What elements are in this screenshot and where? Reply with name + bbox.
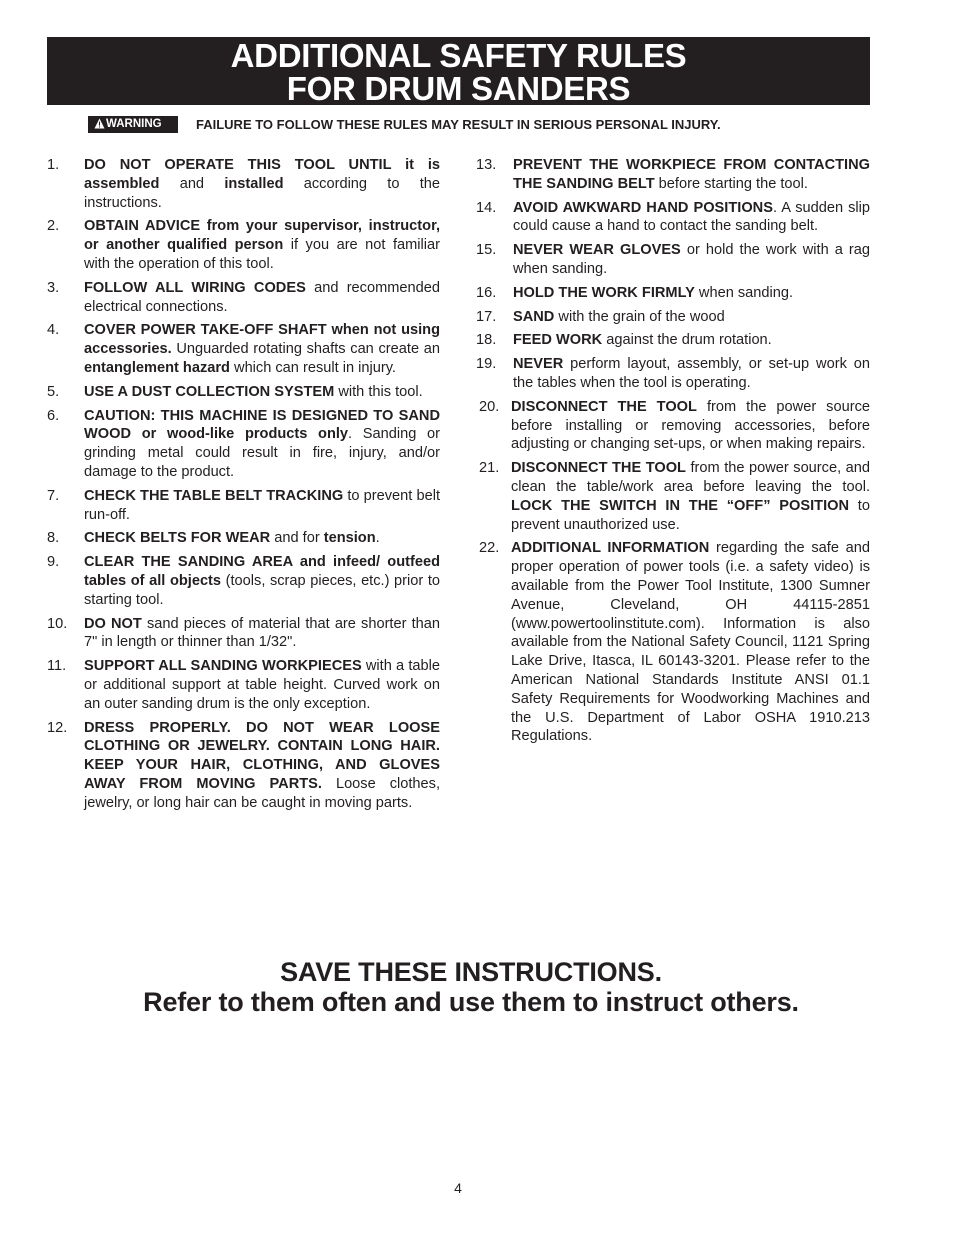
rule-number: 2. xyxy=(47,218,60,235)
rule-number: 16. xyxy=(476,284,497,301)
rule-item xyxy=(476,241,870,279)
title-line-1: ADDITIONAL SAFETY RULES xyxy=(230,37,687,74)
rule-item xyxy=(47,321,440,377)
warning-text: FAILURE TO FOLLOW THESE RULES MAY RESULT IN SERIOUS PERSONAL INJURY. xyxy=(196,117,721,132)
rule-emphasis: CHECK THE TABLE BELT TRACKING xyxy=(84,487,344,504)
rule-text: with the grain of the wood xyxy=(554,308,725,325)
rule-emphasis: LOCK THE SWITCH IN THE “OFF” POSITION xyxy=(511,497,850,514)
rule-number: 1. xyxy=(47,157,60,173)
left-rules-column xyxy=(47,156,440,818)
rule-item xyxy=(47,217,440,273)
rule-text: and xyxy=(159,175,225,192)
rule-text: regarding the safe and proper operation of power tools (i.e. a safety video) is available from the Power Tool Institute, 1300 Sumner Avenue, Cleveland, OH 44115-2851 (www.powertoolinstitute.com). Information is also available from the National Safety Council, 1121 Spring Lake Drive, Itasca, IL 60143-3201. Please refer to the American National Standards Institute ANSI 01.1 Safety Requirements for Woodworking Machines and the U.S. Department of Labor OSHA 1910.213 Regulations. xyxy=(511,540,870,745)
rule-text: when sanding. xyxy=(694,284,794,301)
rule-text: and recommended electrical connections. xyxy=(84,279,440,315)
rule-number: 21. xyxy=(479,460,500,477)
rule-emphasis: NEVER xyxy=(513,356,564,373)
rule-text: with this tool. xyxy=(334,383,423,400)
rule-text: Unguarded rotating shafts can create an xyxy=(171,341,440,358)
rule-item xyxy=(476,459,870,534)
rule-emphasis: CLEAR THE SANDING AREA and infeed/ outfeed tables of all objects xyxy=(84,554,440,589)
rule-text: (tools, scrap pieces, etc.) prior to starting tool. xyxy=(84,572,440,608)
rule-number: 3. xyxy=(47,279,60,296)
rule-text: before starting the tool. xyxy=(654,175,808,192)
rule-text: which can result in injury. xyxy=(229,359,396,376)
rule-number: 8. xyxy=(47,530,60,547)
rule-emphasis: installed xyxy=(224,175,284,192)
rule-emphasis: SAND xyxy=(513,308,555,325)
rule-item xyxy=(476,398,870,454)
rule-number: 22. xyxy=(479,540,500,557)
rule-text: according to the instructions. xyxy=(84,175,440,211)
rule-item xyxy=(476,331,870,350)
rule-item xyxy=(476,539,870,746)
rule-text: perform layout, assembly, or set-up work on the tables when the tool is operating. xyxy=(513,356,870,391)
rule-emphasis: DISCONNECT THE TOOL xyxy=(511,460,686,477)
rule-text: to prevent unauthorized use. xyxy=(511,497,870,533)
rule-emphasis: CHECK BELTS FOR WEAR xyxy=(84,530,271,547)
rule-number: 7. xyxy=(47,487,60,504)
rule-text: from the power source, and clean the table/work area before leaving the tool. xyxy=(511,460,870,495)
rule-emphasis: COVER POWER TAKE-OFF SHAFT when not using accessories. xyxy=(84,322,440,358)
rule-emphasis: USE A DUST COLLECTION SYSTEM xyxy=(84,383,335,400)
page-number: 4 xyxy=(454,1180,462,1196)
rule-number: 13. xyxy=(476,157,497,173)
rule-number: 14. xyxy=(476,199,497,216)
rule-emphasis: HOLD THE WORK FIRMLY xyxy=(513,284,695,301)
rule-number: 15. xyxy=(476,242,497,259)
warning-badge-label: WARNING xyxy=(106,118,162,130)
rule-text: with a table or additional support at table height. Curved work on an outer sanding drum is the only exception. xyxy=(84,658,440,712)
rule-text: and for xyxy=(270,530,324,547)
rule-emphasis: DISCONNECT THE TOOL xyxy=(511,398,697,415)
rule-item xyxy=(47,529,440,548)
rule-text: if you are not familiar with the operation of this tool. xyxy=(84,237,440,272)
rule-emphasis: AVOID AWKWARD HAND POSITIONS xyxy=(513,199,773,216)
rule-emphasis: PREVENT THE WORKPIECE FROM CONTACTING THE SANDING BELT xyxy=(513,157,870,192)
rule-number: 17. xyxy=(476,308,497,325)
rule-item xyxy=(476,308,870,327)
rule-item xyxy=(47,487,440,525)
rule-text: sand pieces of material that are shorter than 7" in length or thinner than 1/32". xyxy=(84,615,440,651)
rule-text: Loose clothes, jewelry, or long hair can be caught in moving parts. xyxy=(84,775,441,811)
rule-number: 11. xyxy=(47,658,67,675)
rule-item xyxy=(47,553,440,609)
rule-text: against the drum rotation. xyxy=(602,332,772,349)
warning-badge xyxy=(88,116,178,133)
rule-text: . Sanding or grinding metal could result in fire, injury, and/or damage to the product. xyxy=(84,426,440,480)
right-rules-column xyxy=(476,156,870,751)
page-title-banner xyxy=(47,37,870,105)
rule-item xyxy=(476,284,870,303)
rule-text: from the power source before installing or removing accessories, before adjusting or changing set-ups, or when making repairs. xyxy=(511,398,870,453)
warning-line xyxy=(88,115,878,135)
rule-number: 20. xyxy=(479,398,500,415)
rule-item xyxy=(476,199,870,237)
rule-number: 6. xyxy=(47,407,60,424)
rule-text: to prevent belt run-off. xyxy=(84,487,441,523)
rule-number: 19. xyxy=(476,356,497,373)
rule-text: . xyxy=(375,530,380,547)
title-line-2: FOR DRUM SANDERS xyxy=(286,70,631,107)
rule-emphasis: FEED WORK xyxy=(513,332,603,349)
rule-emphasis: tension xyxy=(323,530,376,547)
rule-item xyxy=(47,615,440,653)
rule-number: 9. xyxy=(47,554,60,571)
rule-text: . A sudden slip could cause a hand to contact the sanding belt. xyxy=(513,199,871,235)
rule-item xyxy=(47,279,440,317)
rule-item xyxy=(47,719,440,813)
rule-emphasis: NEVER WEAR GLOVES xyxy=(513,242,681,259)
rule-number: 5. xyxy=(47,383,60,400)
rule-emphasis: DO NOT xyxy=(84,615,142,632)
rule-text: or hold the work with a rag when sanding. xyxy=(513,242,870,277)
rule-item xyxy=(47,407,440,482)
rule-item xyxy=(47,657,440,713)
rule-item xyxy=(476,156,870,194)
rule-emphasis: DRESS PROPERLY. DO NOT WEAR LOOSE CLOTHING OR JEWELRY. CONTAIN LONG HAIR. KEEP YOUR HAIR, CLOTHING, AND GLOVES AWAY FROM MOVING PARTS. xyxy=(84,719,440,792)
save-instructions-heading: SAVE THESE INSTRUCTIONS. xyxy=(280,957,662,987)
warning-triangle-icon xyxy=(94,118,105,129)
rule-emphasis: OBTAIN ADVICE from your supervisor, instructor, or another qualified person xyxy=(84,218,440,254)
rule-item xyxy=(47,156,440,212)
rule-emphasis: SUPPORT ALL SANDING WORKPIECES xyxy=(84,658,362,675)
rule-emphasis: ADDITIONAL INFORMATION xyxy=(511,540,710,557)
rule-number: 4. xyxy=(47,322,60,339)
rule-item xyxy=(47,383,440,402)
rule-item xyxy=(476,355,870,393)
rule-number: 10. xyxy=(47,615,68,632)
rule-emphasis: entanglement hazard xyxy=(84,359,230,376)
rule-emphasis: DO NOT OPERATE THIS TOOL UNTIL it is assembled xyxy=(84,157,440,192)
rule-emphasis: CAUTION: THIS MACHINE IS DESIGNED TO SAND WOOD or wood-like products only xyxy=(84,407,440,443)
rule-number: 12. xyxy=(47,719,68,736)
save-instructions-subheading: Refer to them often and use them to instruct others. xyxy=(143,987,799,1017)
rule-number: 18. xyxy=(476,332,497,349)
rule-emphasis: FOLLOW ALL WIRING CODES xyxy=(84,279,306,296)
